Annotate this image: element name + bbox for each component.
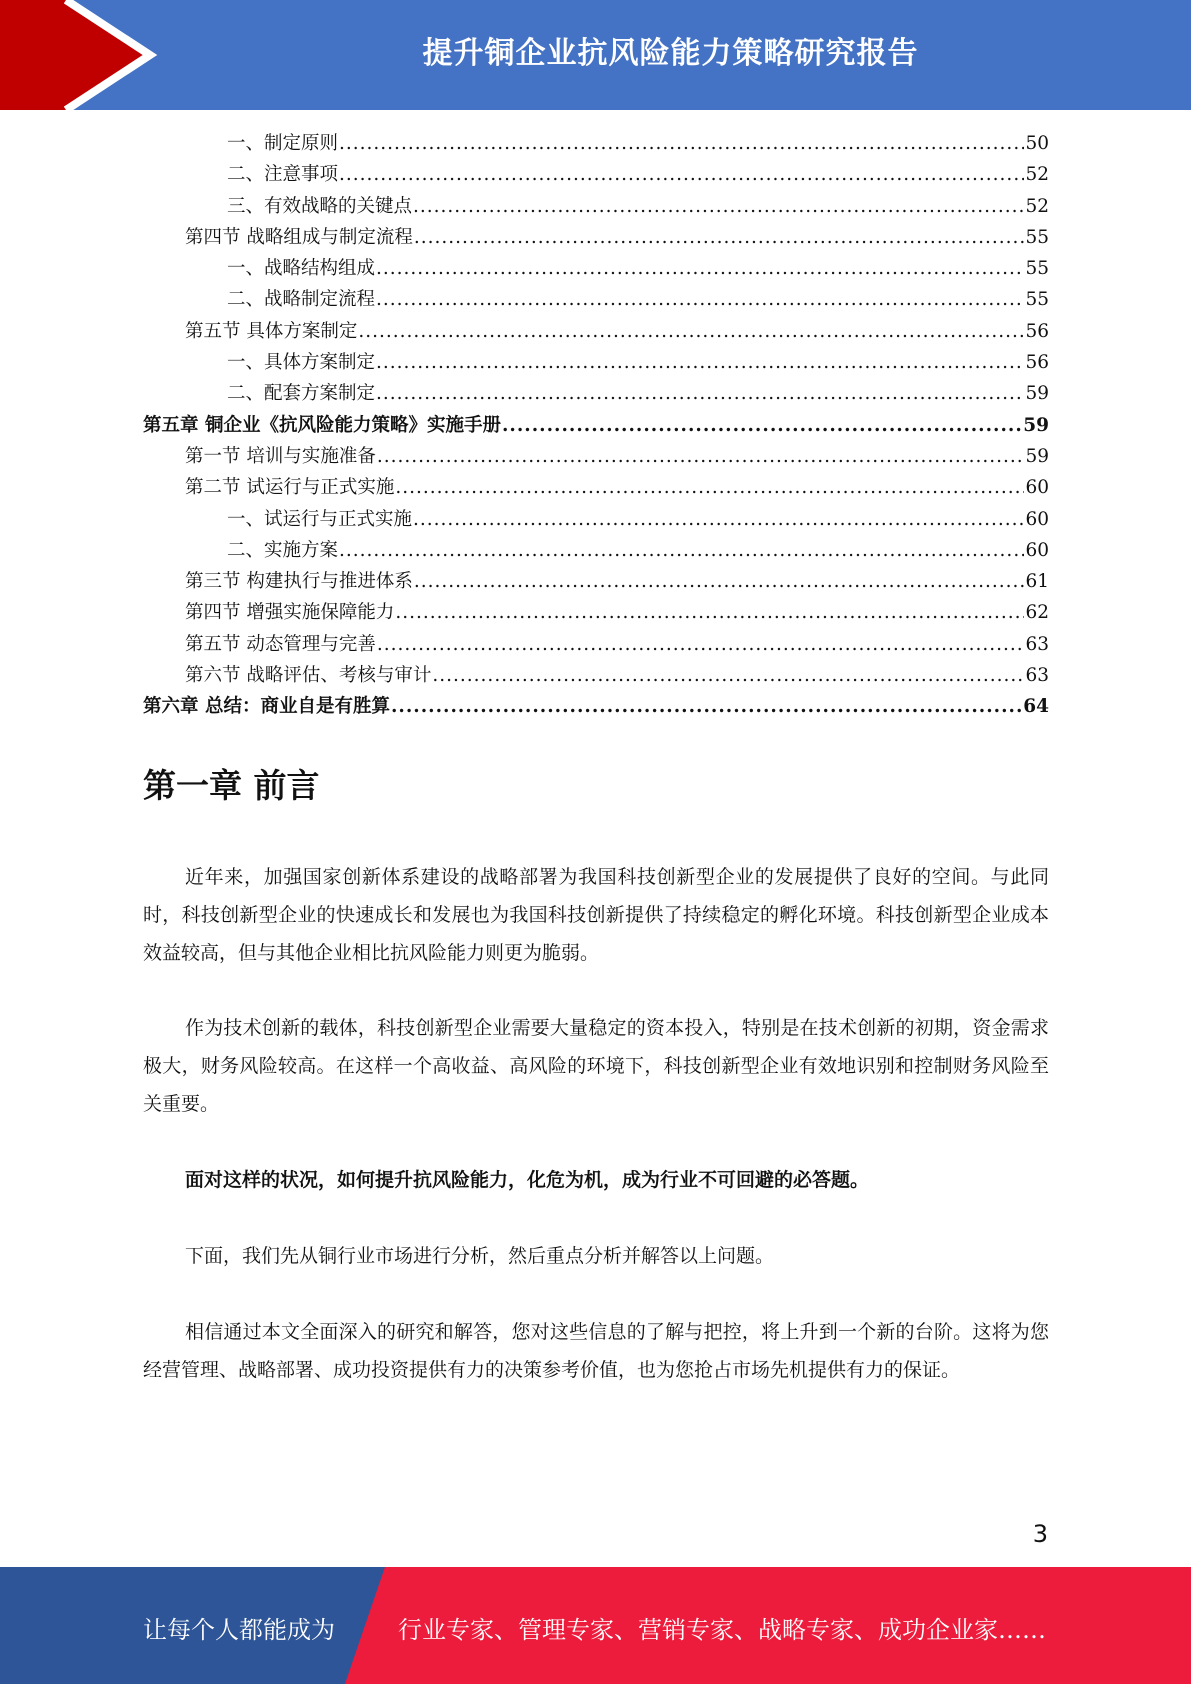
toc-entry-page: 60 <box>1025 477 1049 499</box>
table-of-contents <box>143 128 1049 723</box>
toc-entry-page: 55 <box>1025 258 1049 280</box>
toc-entry-page: 60 <box>1025 539 1049 561</box>
toc-entry[interactable] <box>143 159 1049 190</box>
toc-entry-title: 二、战略制定流程 <box>227 289 376 311</box>
toc-entry-page: 63 <box>1025 633 1049 655</box>
toc-leader-dots <box>377 629 1025 660</box>
toc-entry-title: 第二节 试运行与正式实施 <box>185 477 395 499</box>
toc-entry-title: 二、配套方案制定 <box>227 383 376 405</box>
toc-entry-title: 第六章 总结：商业自是有胜算 <box>143 696 390 718</box>
toc-leader-dots <box>339 535 1024 566</box>
toc-entry-page: 52 <box>1025 195 1049 217</box>
toc-entry-title: 一、试运行与正式实施 <box>227 508 413 530</box>
page-footer <box>0 1567 1191 1684</box>
toc-entry[interactable] <box>143 629 1049 660</box>
toc-entry[interactable] <box>143 316 1049 347</box>
page-header <box>0 0 1191 110</box>
toc-entry[interactable] <box>143 660 1049 691</box>
toc-entry[interactable] <box>143 347 1049 378</box>
toc-entry-title: 三、有效战略的关键点 <box>227 195 413 217</box>
toc-entry[interactable] <box>143 284 1049 315</box>
toc-entry[interactable] <box>143 691 1049 722</box>
toc-entry[interactable] <box>143 472 1049 503</box>
toc-entry-page: 55 <box>1025 289 1049 311</box>
toc-entry[interactable] <box>143 410 1049 441</box>
footer-slogan-right: 行业专家、管理专家、营销专家、战略专家、成功企业家…… <box>398 1616 1046 1644</box>
toc-entry-title: 第四节 战略组成与制定流程 <box>185 226 413 248</box>
toc-entry-title: 第六节 战略评估、考核与审计 <box>185 665 432 687</box>
toc-entry-title: 一、战略结构组成 <box>227 258 376 280</box>
chapter-heading: 第一章 前言 <box>143 766 320 805</box>
toc-entry[interactable] <box>143 222 1049 253</box>
toc-leader-dots <box>391 691 1022 722</box>
toc-entry-page: 52 <box>1025 164 1049 186</box>
toc-leader-dots <box>358 316 1024 347</box>
toc-leader-dots <box>376 284 1024 315</box>
toc-entry-page: 59 <box>1025 383 1049 405</box>
paragraph-2: 作为技术创新的载体，科技创新型企业需要大量稳定的资本投入，特别是在技术创新的初期，资金需求极大，财务风险较高。在这样一个高收益、高风险的环境下，科技创新型企业有效地识别和控制财务风险至关重要。 <box>143 1017 1049 1115</box>
toc-entry[interactable] <box>143 597 1049 628</box>
toc-entry-title: 二、实施方案 <box>227 539 339 561</box>
footer-slogan-left: 让每个人都能成为 <box>143 1616 335 1644</box>
toc-leader-dots <box>502 410 1022 441</box>
toc-entry[interactable] <box>143 535 1049 566</box>
toc-entry[interactable] <box>143 504 1049 535</box>
toc-entry[interactable] <box>143 253 1049 284</box>
toc-entry[interactable] <box>143 128 1049 159</box>
toc-leader-dots <box>376 347 1024 378</box>
toc-entry[interactable] <box>143 566 1049 597</box>
toc-entry-title: 二、注意事项 <box>227 164 339 186</box>
toc-entry-page: 61 <box>1025 571 1049 593</box>
toc-entry-page: 62 <box>1025 602 1049 624</box>
toc-entry-page: 50 <box>1025 133 1049 154</box>
toc-entry-title: 第四节 增强实施保障能力 <box>185 602 395 624</box>
toc-entry-title: 一、具体方案制定 <box>227 352 376 374</box>
toc-leader-dots <box>377 441 1025 472</box>
toc-leader-dots <box>339 159 1024 190</box>
toc-entry-page: 59 <box>1023 414 1049 436</box>
toc-entry[interactable] <box>143 378 1049 409</box>
toc-entry-title: 第五章 铜企业《抗风险能力策略》实施手册 <box>143 414 501 436</box>
page-number: 3 <box>1032 1520 1048 1548</box>
toc-entry-page: 56 <box>1025 352 1049 374</box>
toc-entry-page: 59 <box>1025 445 1049 467</box>
toc-leader-dots <box>395 472 1024 503</box>
toc-entry-page: 64 <box>1023 696 1049 718</box>
toc-entry-page: 56 <box>1025 320 1049 342</box>
toc-leader-dots <box>376 378 1024 409</box>
report-title: 提升铜企业抗风险能力策略研究报告 <box>422 36 919 71</box>
toc-entry-page: 60 <box>1025 508 1049 530</box>
paragraph-5: 相信通过本文全面深入的研究和解答，您对这些信息的了解与把控，将上升到一个新的台阶。这将为您经营管理、战略部署、成功投资提供有力的决策参考价值，也为您抢占市场先机提供有力的保证。 <box>143 1321 1049 1381</box>
toc-entry-title: 一、制定原则 <box>227 133 339 154</box>
toc-entry-page: 55 <box>1025 226 1049 248</box>
toc-leader-dots <box>413 191 1024 222</box>
toc-leader-dots <box>432 660 1024 691</box>
toc-entry-page: 63 <box>1025 665 1049 687</box>
toc-entry-title: 第五节 动态管理与完善 <box>185 633 376 655</box>
toc-entry-title: 第一节 培训与实施准备 <box>185 445 376 467</box>
toc-leader-dots <box>395 597 1024 628</box>
paragraph-highlight: 面对这样的状况，如何提升抗风险能力，化危为机，成为行业不可回避的必答题。 <box>185 1169 870 1191</box>
toc-leader-dots <box>414 566 1025 597</box>
toc-entry[interactable] <box>143 191 1049 222</box>
paragraph-4: 下面，我们先从铜行业市场进行分析，然后重点分析并解答以上问题。 <box>185 1245 775 1267</box>
paragraph-1: 近年来，加强国家创新体系建设的战略部署为我国科技创新型企业的发展提供了良好的空间。与此同时，科技创新型企业的快速成长和发展也为我国科技创新提供了持续稳定的孵化环境。科技创新型企业成本效益较高，但与其他企业相比抗风险能力则更为脆弱。 <box>143 866 1049 964</box>
toc-entry-title: 第三节 构建执行与推进体系 <box>185 571 413 593</box>
toc-entry-title: 第五节 具体方案制定 <box>185 320 358 342</box>
toc-leader-dots <box>339 128 1024 159</box>
toc-entry[interactable] <box>143 441 1049 472</box>
toc-leader-dots <box>376 253 1024 284</box>
toc-leader-dots <box>413 504 1024 535</box>
toc-leader-dots <box>414 222 1025 253</box>
